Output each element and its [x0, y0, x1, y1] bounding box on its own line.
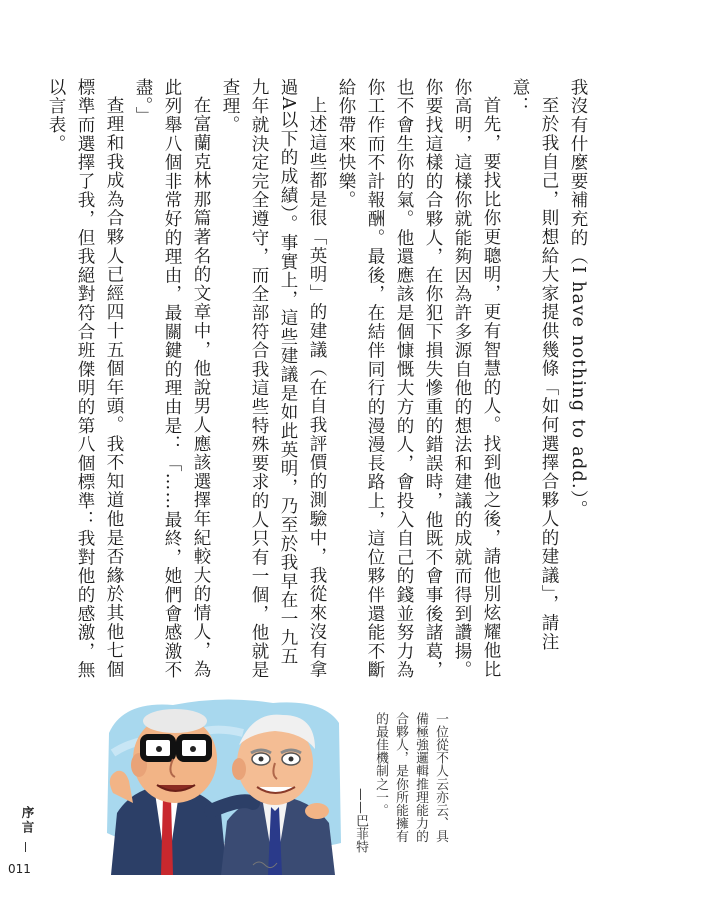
buffett-quote [353, 712, 450, 882]
page-number: 011 [8, 862, 31, 876]
main-text-block [46, 78, 592, 680]
paragraph-4: 上述這些都是很「英明」的建議（在自我評價的測驗中，我從來沒有拿過A以下的成績）。事實上，這些建議是如此英明，乃至於我早在一九五九年就決定完全遵守，而全部符合我這些特殊要求的人只有一個，他就是查理。 [220, 78, 327, 680]
quote-line-3: 合夥人，是你所能擁有 [393, 712, 408, 843]
quote-author: ——巴菲特 [353, 788, 368, 854]
section-label: 序言 [20, 806, 35, 835]
quote-line-2: 備極強邏輯推理能力的 [413, 712, 428, 843]
footer-rule [25, 842, 26, 852]
paragraph-1: 我沒有什麼要補充的（I have nothing to add.）。 [568, 78, 588, 519]
paragraph-2: 至於我自己，則想給大家提供幾條「如何選擇合夥人的建議」，請注意： [510, 78, 559, 651]
paragraph-3: 首先，要找比你更聰明，更有智慧的人。找到他之後，請他別炫耀他比你高明，這樣你就能夠因為許多源自他的想法和建議的成就而得到讚揚。你要找這樣的合夥人，在你犯下損失慘重的錯誤時，他既不會事後諸葛，也不會生你的氣。他還應該是個慷慨大方的人，會投入自己的錢並努力為你工作而不計報酬。最後，在結伴同行的漫漫長路上，這位夥伴還能不斷給你帶來快樂。 [336, 78, 501, 680]
quote-line-1: 一位從不人云亦云、具 [433, 712, 448, 843]
paragraph-5: 在富蘭克林那篇著名的文章中，他說男人應該選擇年紀較大的情人，為此列舉八個非常好的理由，最關鍵的理由是：「……最終，她們會感激不盡。」 [133, 78, 211, 680]
paragraph-6: 查理和我成為合夥人已經四十五個年頭。我不知道他是否緣於其他七個標準而選擇了我，但我絕對符合班傑明的第八個標準：我對他的感激，無以言表。 [46, 78, 124, 680]
caricature-illustration [103, 693, 345, 875]
quote-line-4: 的最佳機制之一。 [373, 712, 388, 817]
